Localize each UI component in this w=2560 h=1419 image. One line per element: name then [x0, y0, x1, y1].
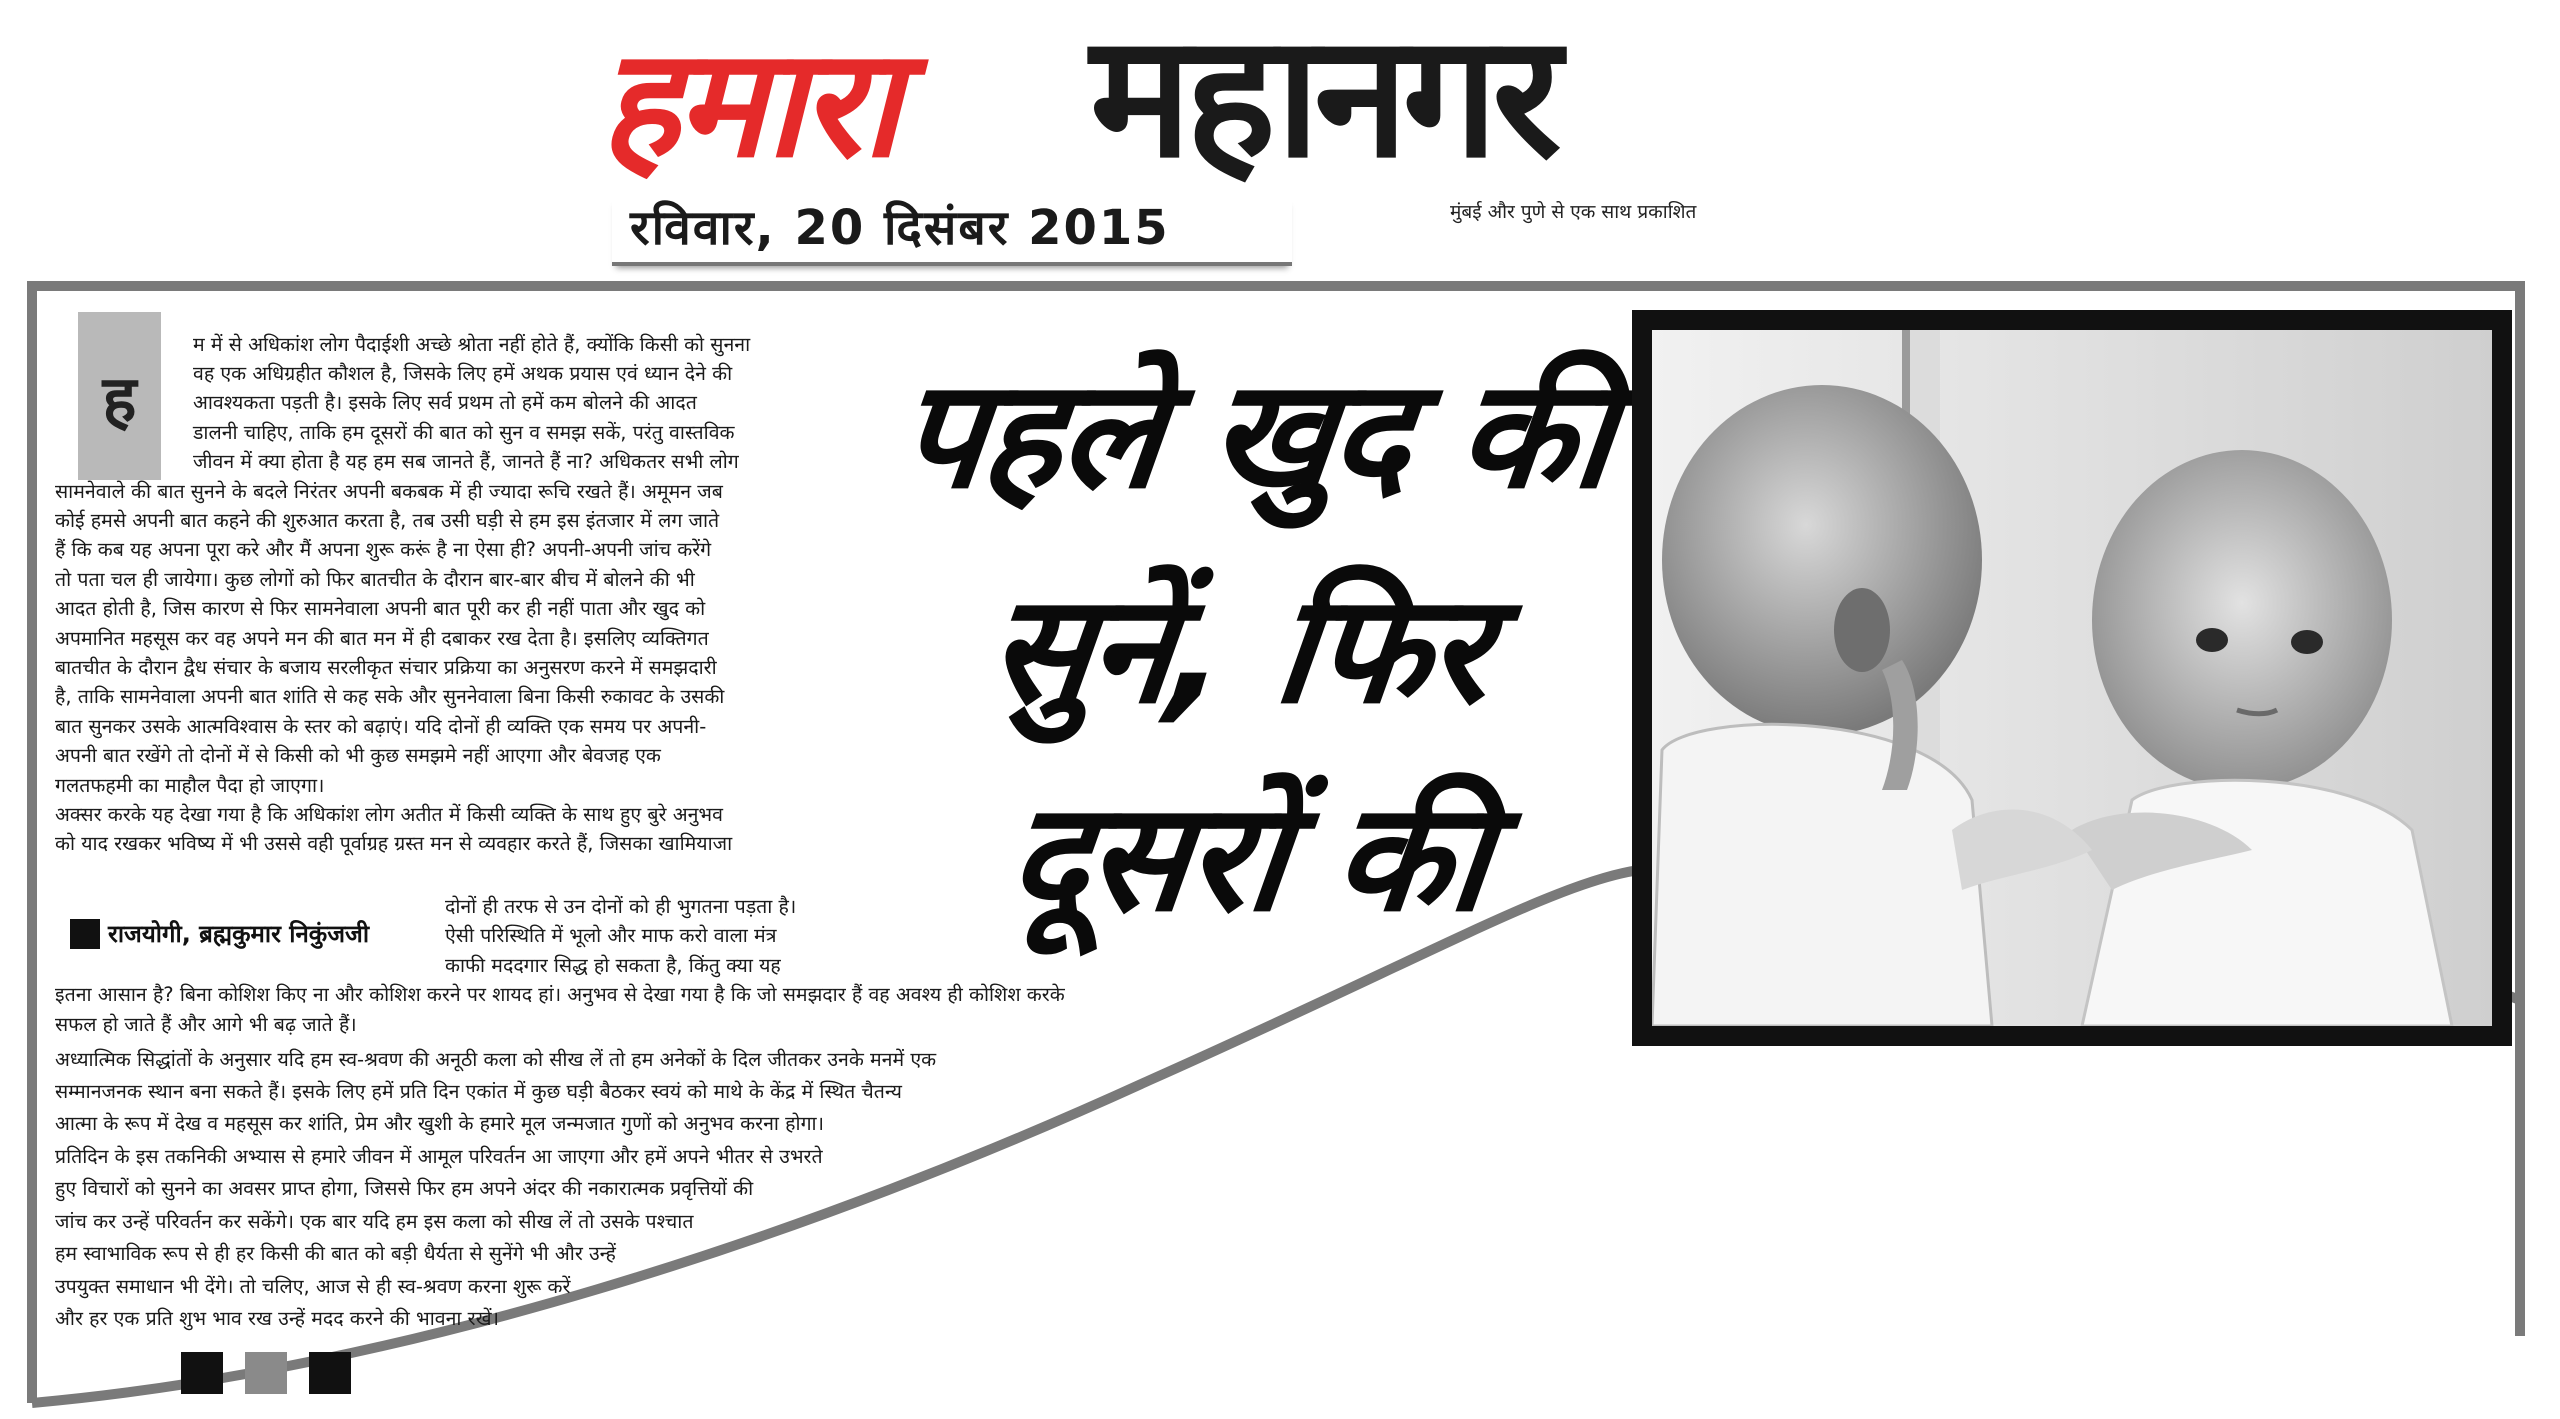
body-line: अक्सर करके यह देखा गया है कि अधिकांश लोग अतीत में किसी व्यक्ति के साथ हुए बुरे अनुभव: [55, 803, 723, 826]
body-line: प्रतिदिन के इस तकनिकी अभ्यास से हमारे जीवन में आमूल परिवर्तन आ जाएगा और हमें अपने भीतर से उभरते: [55, 1145, 823, 1168]
body-line: सम्मानजनक स्थान बना सकते हैं। इसके लिए हमें प्रति दिन एकांत में कुछ घड़ी बैठकर स्वयं को माथे के केंद्र में स्थित चैतन्य: [55, 1080, 902, 1103]
masthead-name-part2: महानगर: [1090, 0, 1556, 196]
black-square-icon: [70, 919, 100, 949]
black-square-icon: [181, 1352, 223, 1394]
body-line: इतना आसान है? बिना कोशिश किए ना और कोशिश करने पर शायद हां। अनुभव से देखा गया है कि जो समझदार हैं वह अवश्य ही कोशिश करके: [55, 983, 1065, 1006]
body-line: हुए विचारों को सुनने का अवसर प्राप्त होगा, जिससे फिर हम अपने अंदर की नकारात्मक प्रवृत्तियों की: [55, 1177, 754, 1200]
body-line: अध्यात्मिक सिद्धांतों के अनुसार यदि हम स्व-श्रवण की अनूठी कला को सीख लें तो हम अनेकों के दिल जीतकर उनके मनमें एक: [55, 1048, 937, 1071]
body-line: बात सुनकर उसके आत्मविश्वास के स्तर को बढ़ाएं। यदि दोनों ही व्यक्ति एक समय पर अपनी-: [55, 715, 707, 738]
body-line: म में से अधिकांश लोग पैदाईशी अच्छे श्रोता नहीं होते हैं, क्योंकि किसी को सुनना: [193, 333, 751, 356]
body-line: हैं कि कब यह अपना पूरा करे और मैं अपना शुरू करूं है ना ऐसा ही? अपनी-अपनी जांच करेंगे: [55, 538, 712, 561]
masthead-tagline: मुंबई और पुणे से एक साथ प्रकाशित: [1450, 201, 1697, 223]
body-line: और हर एक प्रति शुभ भाव रख उन्हें मदद करने की भावना रखें।: [55, 1307, 499, 1330]
body-line: काफी मददगार सिद्ध हो सकता है, किंतु क्या यह: [445, 954, 781, 977]
drop-cap: ह: [78, 312, 161, 480]
byline: [70, 917, 369, 950]
masthead-name-part1: हमारा: [600, 15, 897, 191]
byline-text: राजयोगी, ब्रह्मकुमार निकुंजजी: [108, 920, 370, 948]
body-line: उपयुक्त समाधान भी देंगे। तो चलिए, आज से ही स्व-श्रवण करना शुरू करें: [55, 1275, 571, 1298]
body-line: है, ताकि सामनेवाला अपनी बात शांति से कह सके और सुननेवाला बिना किसी रुकावट के उसकी: [55, 685, 725, 708]
body-line: तो पता चल ही जायेगा। कुछ लोगों को फिर बातचीत के दौरान बार-बार बीच में बोलने की भी: [55, 568, 695, 591]
body-line: आत्मा के रूप में देख व महसूस कर शांति, प्रेम और खुशी के हमारे मूल जन्मजात गुणों को अनुभव करना होगा।: [55, 1112, 824, 1135]
body-line: आदत होती है, जिस कारण से फिर सामनेवाला अपनी बात पूरी कर ही नहीं पाता और खुद को: [55, 597, 706, 620]
body-line: वह एक अधिग्रहीत कौशल है, जिसके लिए हमें अथक प्रयास एवं ध्यान देने की: [193, 362, 733, 385]
headline-line: सुनें, फिर: [980, 563, 1497, 737]
babies-mirror-image: [1652, 330, 2492, 1026]
headline-line: पहले खुद की: [890, 348, 1621, 522]
body-line: जांच कर उन्हें परिवर्तन कर सकेंगे। एक बार यदि हम इस कला को सीख लें तो उसके पश्चात: [55, 1210, 694, 1233]
gray-square-icon: [245, 1352, 287, 1394]
body-line: सफल हो जाते हैं और आगे भी बढ़ जाते हैं।: [55, 1013, 357, 1036]
body-line: ऐसी परिस्थिति में भूलो और माफ करो वाला मंत्र: [445, 924, 777, 947]
article-photo: [1632, 310, 2512, 1046]
black-square-icon: [309, 1352, 351, 1394]
body-line: कोई हमसे अपनी बात कहने की शुरुआत करता है, तब उसी घड़ी से हम इस इंतजार में लग जाते: [55, 509, 720, 532]
body-line: डालनी चाहिए, ताकि हम दूसरों की बात को सुन व समझ सकें, परंतु वास्तविक: [193, 421, 735, 444]
body-line: अपमानित महसूस कर वह अपने मन की बात मन में ही दबाकर रख देता है। इसलिए व्यक्तिगत: [55, 627, 709, 650]
body-line: गलतफहमी का माहौल पैदा हो जाएगा।: [55, 774, 325, 797]
body-line: आवश्यकता पड़ती है। इसके लिए सर्व प्रथम तो हमें कम बोलने की आदत: [193, 391, 697, 414]
body-line: दोनों ही तरफ से उन दोनों को ही भुगतना पड़ता है।: [445, 895, 797, 918]
body-line: हम स्वाभाविक रूप से ही हर किसी की बात को बड़ी धैर्यता से सुनेंगे भी और उन्हें: [55, 1242, 616, 1265]
body-line: को याद रखकर भविष्य में भी उससे वही पूर्वाग्रह ग्रस्त मन से व्यवहार करते हैं, जिसका खामियाजा: [55, 832, 733, 855]
body-line: जीवन में क्या होता है यह हम सब जानते हैं, जानते हैं ना? अधिकतर सभी लोग: [193, 450, 739, 473]
body-line: सामनेवाले की बात सुनने के बदले निरंतर अपनी बकबक में ही ज्यादा रूचि रखते हैं। अमूमन जब: [55, 480, 723, 503]
body-line: बातचीत के दौरान द्वैध संचार के बजाय सरलीकृत संचार प्रक्रिया का अनुसरण करने में समझदारी: [55, 656, 717, 679]
headline-line: दूसरों की: [1000, 771, 1497, 945]
body-line: अपनी बात रखेंगे तो दोनों में से किसी को भी कुछ समझमे नहीं आएगा और बेवजह एक: [55, 744, 661, 767]
issue-date: रविवार, 20 दिसंबर 2015: [630, 200, 1170, 256]
